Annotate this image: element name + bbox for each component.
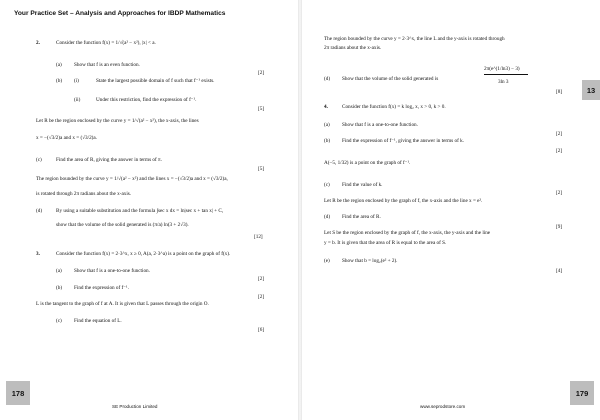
q4b-marks: [2] <box>556 148 563 154</box>
q4d-label: (d) <box>324 214 331 220</box>
q3d-label: (d) <box>324 76 331 82</box>
q2c-text: Find the area of R, giving the answer in terms of π. <box>56 157 162 163</box>
q2c-marks: [5] <box>258 166 265 172</box>
q3a-label: (a) <box>56 268 62 274</box>
q3c-label: (c) <box>56 318 62 324</box>
q4c-text: Find the value of k. <box>342 182 383 188</box>
q4d-text: Find the area of R. <box>342 214 381 220</box>
question-2-number: 2. <box>36 40 40 46</box>
question-2-stem: Consider the function f(x) = 1/√(a² − x²), |x| < a. <box>56 40 156 46</box>
q2a-text: Show that f is an even function. <box>74 62 140 68</box>
q2-lines-text: x = −(√3/2)a and x = (√3/2)a. <box>36 135 97 141</box>
q4a-marks: [2] <box>556 131 563 137</box>
q3c-marks: [6] <box>258 327 265 333</box>
q2-region-text: Let R be the region enclosed by the curve y = 1/√(a² − x²), the x-axis, the lines <box>36 118 199 124</box>
q4d-marks: [9] <box>556 224 563 230</box>
q4c-label: (c) <box>324 182 330 188</box>
q4a-label: (a) <box>324 122 330 128</box>
q2b-i-label: (i) <box>74 78 79 84</box>
q3d-volume-numerator: 2π(e^(1/ln3) − 3) <box>484 66 520 72</box>
q2-rotation-text-1: The region bounded by the curve y = 1/√(a² − x²) and the lines x = −(√3/2)a and x = (√3/2)a, <box>36 176 228 182</box>
q4b-text: Find the expression of f⁻¹, giving the answer in terms of k. <box>342 138 464 144</box>
question-4-number: 4. <box>324 104 328 110</box>
q4e-label: (e) <box>324 258 330 264</box>
q4e-marks: [4] <box>556 268 563 274</box>
q3d-fraction-bar <box>484 74 528 75</box>
page-header-title: Your Practice Set – Analysis and Approaches for IBDP Mathematics <box>14 10 226 17</box>
q2b-ii-label: (ii) <box>74 97 81 103</box>
right-page-number: 179 <box>570 381 594 405</box>
q4c-marks: [2] <box>556 190 563 196</box>
q4a-text: Show that f is a one-to-one function. <box>342 122 418 128</box>
question-3-stem: Consider the function f(x) = 2·3^x, x ≥ 0, A(a, 2·3^a) is a point on the graph of f(x). <box>56 251 231 257</box>
q2d-label: (d) <box>36 208 43 214</box>
q3b-marks: [2] <box>258 294 265 300</box>
q3-tangent-text: L is the tangent to the graph of f at A. It is given that L passes through the origin O. <box>36 301 209 307</box>
q2d-text-2: show that the volume of the solid generated is (π/a) ln(3 + 2√3). <box>56 222 189 228</box>
q2a-marks: [2] <box>258 70 265 76</box>
q2d-text: By using a suitable substitution and the formula ∫sec x dx = ln|sec x + tan x| + C, <box>56 208 224 214</box>
right-footer: www.seprodstore.com <box>420 404 466 409</box>
q3a-marks: [2] <box>258 276 265 282</box>
q3b-text: Find the expression of f⁻¹. <box>74 285 129 291</box>
q4-point-text: A(−5, 1/32) is a point on the graph of f⁻¹. <box>324 160 411 166</box>
q2b-marks: [5] <box>258 106 265 112</box>
left-page-number: 178 <box>6 381 30 405</box>
q3a-text: Show that f is a one-to-one function. <box>74 268 150 274</box>
q4b-label: (b) <box>324 138 331 144</box>
q2b-label: (b) <box>56 78 63 84</box>
q3-continued-intro-1: The region bounded by the curve y = 2·3^x, the line L and the y-axis is rotated through <box>324 36 505 42</box>
q3-continued-intro-2: 2π radians about the x-axis. <box>324 45 382 51</box>
q2a-label: (a) <box>56 62 62 68</box>
q3d-marks: [8] <box>556 89 563 95</box>
q3c-text: Find the equation of L. <box>74 318 122 324</box>
question-3-number: 3. <box>36 251 40 257</box>
q2-rotation-text-2: is rotated through 2π radians about the x-axis. <box>36 191 132 197</box>
q2b-i-text: State the largest possible domain of f such that f⁻¹ exists. <box>96 78 215 84</box>
q4-s-text-2: y = b. It is given that the area of R is equal to the area of S. <box>324 240 447 246</box>
q2c-label: (c) <box>36 157 42 163</box>
q2d-marks: [12] <box>254 234 263 240</box>
right-page <box>302 0 600 420</box>
chapter-tab: 13 <box>582 80 600 100</box>
q3d-text: Show that the volume of the solid generated is <box>342 76 439 82</box>
q4-region-text: Let R be the region enclosed by the graph of f, the x-axis and the line x = e². <box>324 198 483 204</box>
q3d-volume-denominator: 3ln 3 <box>498 79 509 85</box>
question-4-stem: Consider the function f(x) = k log₂ x, x > 0, k > 0. <box>342 104 446 110</box>
q4e-text: Show that b = log₂(e² + 2). <box>342 258 398 264</box>
q4-s-text-1: Let S be the region enclosed by the graph of f, the x-axis, the y-axis and the line <box>324 230 491 236</box>
q3b-label: (b) <box>56 285 63 291</box>
q2b-ii-text: Under this restriction, find the expression of f⁻¹. <box>96 97 197 103</box>
left-page <box>0 0 298 420</box>
left-footer: SE Production Limited <box>112 404 158 409</box>
